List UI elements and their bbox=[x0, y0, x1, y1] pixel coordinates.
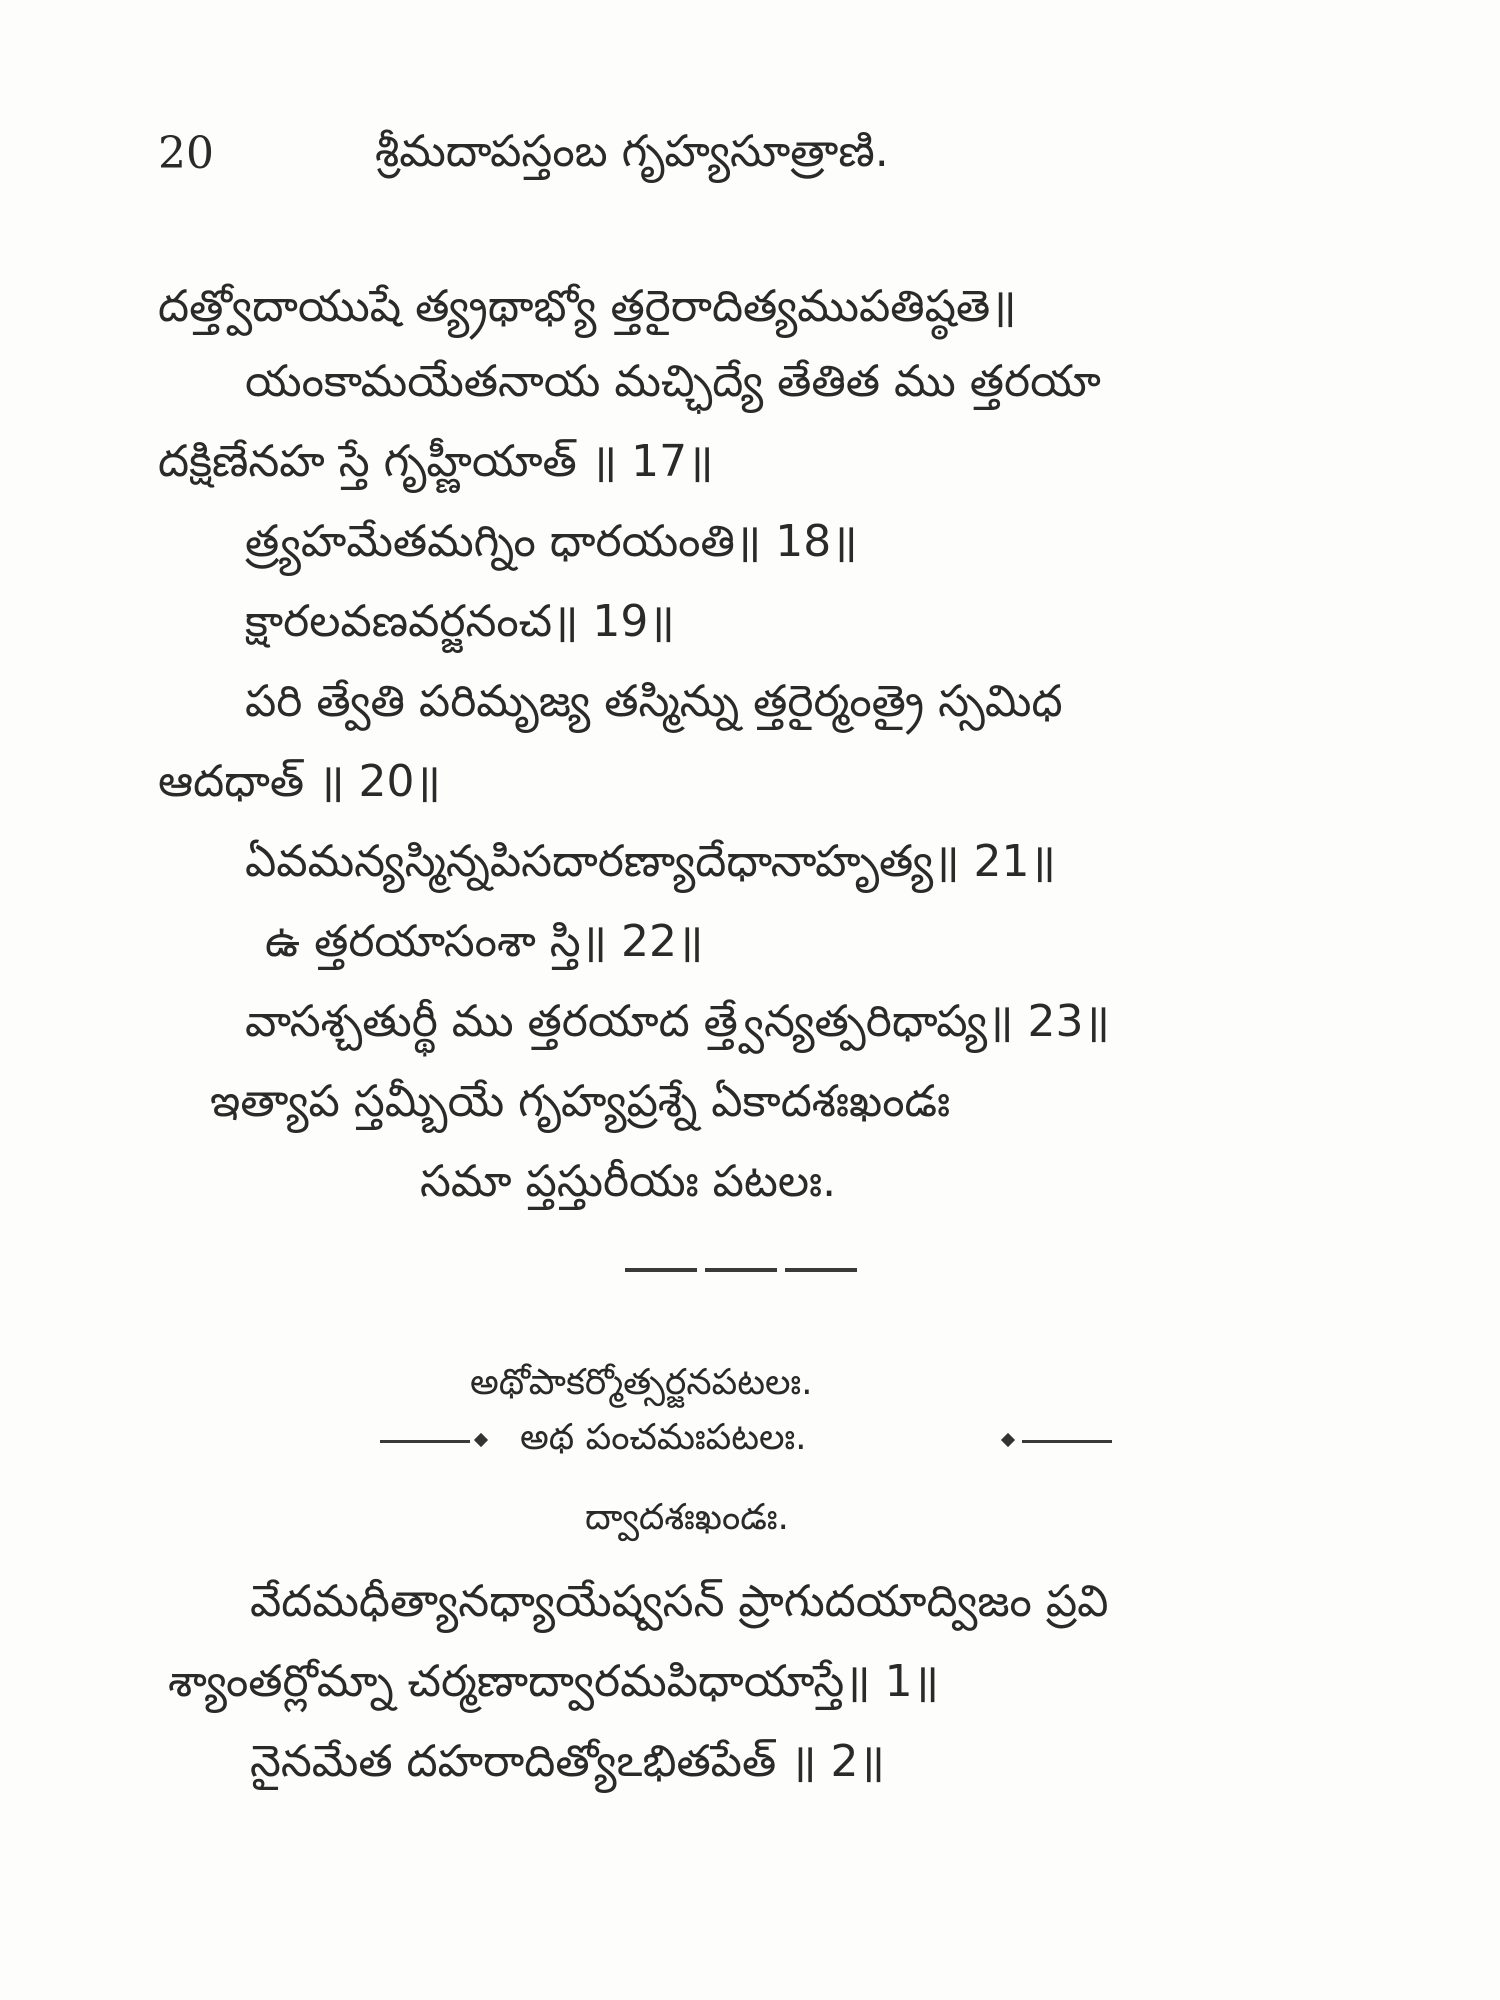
separator-dash bbox=[785, 1268, 857, 1272]
diamond-ornament bbox=[474, 1433, 488, 1447]
colophon-line: సమా ప్తస్తురీయః పటలః. bbox=[420, 1156, 837, 1207]
khanda-label: ద్వాదశఃఖండః. bbox=[585, 1497, 789, 1538]
verse-line: వాసశ్చతుర్థీ ము త్తరయాద త్త్వేన్యత్పరిధాప్య॥ 23॥ bbox=[245, 996, 1110, 1047]
ornament-rule-right bbox=[1022, 1440, 1112, 1443]
verse-line: ఉ త్తరయాసంశా స్తి॥ 22॥ bbox=[265, 916, 704, 967]
section-heading: అథోపాకర్మోత్సర్జనపటలః. bbox=[470, 1362, 813, 1403]
ornament-rule-left bbox=[380, 1440, 470, 1443]
verse-line: త్ర్యహమేతమగ్నిం ధారయంతి॥ 18॥ bbox=[245, 516, 858, 567]
verse-line: ఆదధాత్ ॥ 20॥ bbox=[158, 756, 441, 807]
verse-line: పరి త్వేతి పరిమృజ్య తస్మిన్ను త్తరైర్మంత్రై స్సమిధ bbox=[245, 676, 1063, 727]
separator-dash bbox=[705, 1268, 777, 1272]
section-subheading: అథ పంచమఃపటలః. bbox=[520, 1417, 807, 1458]
verse-line: క్షారలవణవర్జనంచ॥ 19॥ bbox=[245, 596, 675, 647]
separator-dash bbox=[625, 1268, 697, 1272]
verse-line: దత్త్వోదాయుషే త్య్రథాభ్యో త్తరైరాదిత్యముపతిష్ఠతె॥ bbox=[158, 281, 1017, 332]
verse-line: నైనమేత దహరాదిత్యోఽభితపేత్ ॥ 2॥ bbox=[250, 1736, 885, 1787]
verse-line: ఏవమన్యస్మిన్నపిసదారణ్యాదేధానాహృత్య॥ 21॥ bbox=[245, 836, 1056, 887]
colophon-line: ఇత్యాప స్తమ్బీయే గృహ్యప్రశ్నే ఏకాదశఃఖండః bbox=[210, 1076, 951, 1127]
verse-line: వేదమధీత్యానధ్యాయేష్వసన్ ప్రాగుదయాద్విజం ప్రవి bbox=[250, 1576, 1109, 1627]
verse-line: దక్షిణేనహ స్తే గృహ్ణీయాత్ ॥ 17॥ bbox=[158, 436, 714, 487]
page-header bbox=[0, 118, 1500, 188]
running-title: శ్రీమదాపస్తంబ గృహ్యసూత్రాణి. bbox=[375, 126, 889, 177]
verse-line: యంకామయేతనాయ మచ్ఛిద్యే తేతిత ము త్తరయా bbox=[245, 356, 1101, 407]
verse-line: శ్యాంతర్లోమ్నా చర్మణాద్వారమపిధాయాస్తే॥ 1॥ bbox=[168, 1656, 939, 1707]
page-number: 20 bbox=[158, 128, 214, 179]
diamond-ornament bbox=[1001, 1433, 1015, 1447]
